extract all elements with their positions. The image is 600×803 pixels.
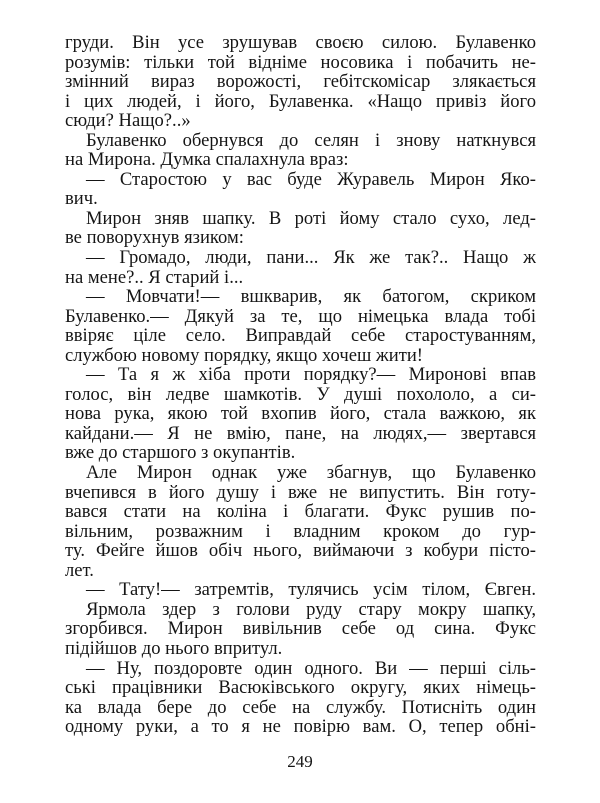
text-line: ка влада бере до себе на службу. Потисніть один (65, 696, 536, 718)
text-line: ту. Фейге йшов обіч нього, виймаючи з кобури пісто- (65, 540, 536, 562)
text-line: вчепився в його душу і вже не випустить. Він готу- (65, 481, 536, 503)
text-line: вільним, розважним і владним кроком до гур- (65, 520, 536, 542)
text-line: розумів: тільки той відніме носовика і побачить не- (65, 51, 536, 73)
text-line: Булавенко.— Дякуй за те, що німецька влада тобі (65, 305, 536, 327)
text-line: — Тату!— затремтів, тулячись усім тілом, Євген. (86, 579, 536, 601)
text-line: — Та я ж хіба проти порядку?— Миронові впав (86, 364, 536, 386)
text-line: і цих людей, і його, Булавенка. «Нащо привіз його (65, 90, 536, 112)
text-line: підійшов до нього впритул. (65, 637, 283, 659)
text-line: Мирон зняв шапку. В роті йому стало сухо, лед- (86, 207, 536, 229)
text-line: змінний вираз ворожості, гебітскомісар злякається (65, 71, 536, 93)
text-line: вич. (65, 188, 98, 210)
text-line: голос, він ледве шамкотів. У душі похололо, а си- (65, 383, 536, 405)
text-line: ввіряє ціле село. Виправдай себе старостуванням, (65, 325, 536, 347)
text-line: Булавенко обернувся до селян і знову наткнувся (86, 129, 536, 151)
text-line: вався стати на коліна і благати. Фукс рушив по- (65, 501, 536, 523)
text-line: кайдани.— Я не вмію, пане, на людях,— звертався (65, 422, 536, 444)
text-line: груди. Він усе зрушував своєю силою. Булавенко (65, 32, 536, 53)
text-line: ве поворухнув язиком: (65, 227, 244, 249)
text-line: нова рука, якою той вхопив його, стала важкою, як (65, 403, 536, 425)
text-line: згорбився. Мирон вивільнив себе од сина. Фукс (65, 618, 536, 640)
page-number: 249 (287, 752, 313, 771)
text-line: Але Мирон однак уже збагнув, що Булавенко (86, 462, 536, 484)
text-line: одному руки, а то я не повірю вам. О, тепер обні- (65, 716, 536, 738)
text-line: — Ну, поздоровте один одного. Ви — перші сіль- (86, 657, 536, 679)
text-line: — Мовчати!— вшкварив, як батогом, скриком (86, 286, 536, 308)
text-line: вже до старшого з окупантів. (65, 442, 296, 464)
text-line: на Мирона. Думка спалахнула враз: (65, 149, 349, 171)
text-line: ські працівники Васюківського округу, яких німець- (65, 677, 536, 699)
text-line: — Громадо, люди, пани... Як же так?.. Нащо ж (86, 247, 536, 269)
text-line: — Старостою у вас буде Журавель Мирон Яко- (86, 168, 536, 190)
text-line: лет. (65, 559, 94, 581)
text-line: службою новому порядку, якщо хочеш жити! (65, 344, 423, 366)
book-page-text (65, 33, 536, 737)
text-line: сюди? Нащо?..» (65, 110, 191, 132)
text-line: Ярмола здер з голови руду стару мокру шапку, (86, 598, 536, 620)
text-line: на мене?.. Я старий і... (65, 266, 244, 288)
